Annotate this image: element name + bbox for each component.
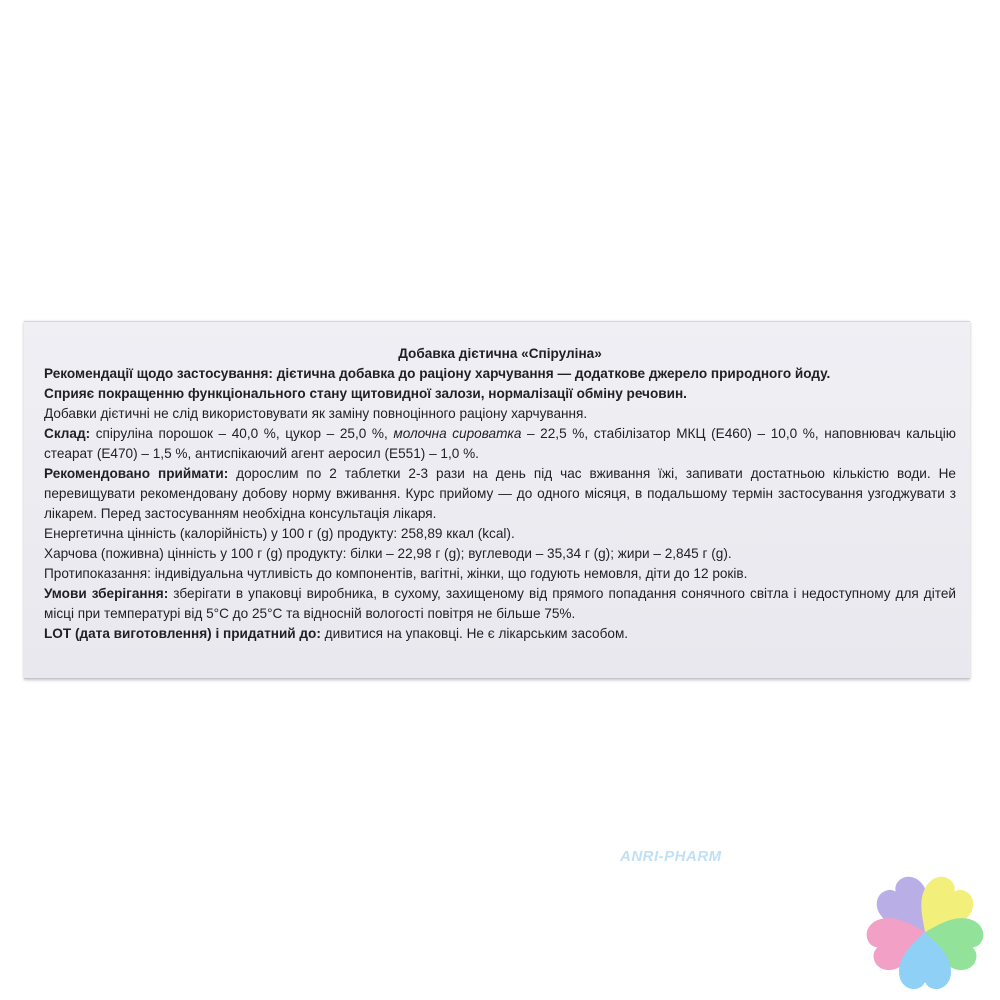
composition-text-2: – 22,5 %, стабілізатор МКЦ (Е460) – 10,0 %, наповнювач кальцію стеарат (Е470) – 1,5 %, антиспікаючий агент аеросил (Е551) – 1,0 %. [44,426,957,461]
composition-text-1: спіруліна порошок – 40,0 %, цукор – 25,0 %, [90,426,394,441]
warning-paragraph: Добавки дієтичні не слід використовувати як заміну повноцінного раціону харчування. [44,406,588,421]
flower-hearts-logo-icon [855,860,995,1000]
dosage-heading: Рекомендовано приймати: [44,466,229,481]
nutrition-paragraph: Харчова (поживна) цінність у 100 г (g) продукту: білки – 22,98 г (g); вуглеводи – 35,34 г (g); жири – 2,845 г (g). [44,546,732,561]
composition-italic: молочна сироватка [393,426,522,441]
product-title: Добавка дієтична «Спіруліна» [398,346,602,361]
contraindications-paragraph: Протипоказання: індивідуальна чутливість до компонентів, вагітні, жінки, що годують немовля, діти до 12 років. [44,566,748,581]
storage-heading: Умови зберігання: [44,586,169,601]
promotes-paragraph: Сприяє покращенню функціонального стану щитовидної залози, нормалізації обміну речовин. [44,386,687,401]
energy-paragraph: Енергетична цінність (калорійність) у 100 г (g) продукту: 258,89 ккал (kcal). [44,526,515,541]
dosage-paragraph [44,464,956,524]
recommendations-paragraph [44,364,956,384]
lot-text: дивитися на упаковці. Не є лікарським засобом. [320,626,629,641]
label-text [44,344,956,644]
recommendations-heading: Рекомендації щодо застосування: [44,366,273,381]
composition-heading: Склад: [44,426,91,441]
storage-paragraph [44,584,956,624]
dosage-text: дорослим по 2 таблетки 2-3 рази на день під час вживання їжі, запивати достатньою кількістю води. Не перевищувати рекомендовану добову норму вживання. Курс прийому — до одного місяця, в подальшому термін застосування узгоджувати з лікарем. Перед застосуванням необхідна консультація лікаря. [44,466,956,521]
watermark: ANRI-PHARM [620,848,722,865]
storage-text: зберігати в упаковці виробника, в сухому, захищеному від прямого попадання сонячного світла і недоступному для дітей місці при температурі від 5°С до 25°С та відносній вологості повітря не більше 75%. [44,586,956,621]
product-label [24,321,970,679]
lot-paragraph [44,624,956,644]
lot-heading: LOT (дата виготовлення) і придатний до: [44,626,321,641]
composition-paragraph [44,424,956,464]
recommendations-text: дієтична добавка до раціону харчування — додаткове джерело природного йоду. [272,366,831,381]
